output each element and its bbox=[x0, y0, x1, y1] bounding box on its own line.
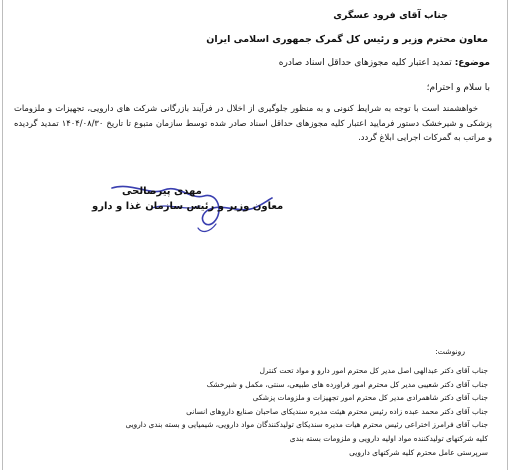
signature-title: معاون وزیر و رئیس سازمان غذا و دارو bbox=[92, 201, 284, 212]
cc-list bbox=[18, 364, 488, 459]
signature-block bbox=[92, 178, 312, 236]
page-border-right bbox=[507, 0, 508, 470]
greeting: با سلام و احترام؛ bbox=[426, 83, 490, 93]
signature-name: مهدی پیرصالحی bbox=[122, 186, 202, 197]
subject-line bbox=[279, 58, 490, 68]
cc-item: جناب آقای دکتر شاهمرادی مدیر کل محترم امور تجهیزات و ملزومات پزشکی bbox=[252, 393, 488, 403]
page-border-left bbox=[2, 0, 3, 470]
letter-body: خواهشمند است با توجه به شرایط کنونی و به منظور جلوگیری از اخلال در فرآیند بازرگانی شرکت های دارویی، تجهیزات و ملزومات پزشکی و شیرخشک دستور فرمایید اعتبار کلیه مجوزهای حداقل اسناد صادر شده توسط سازمان متبوع تا تاریخ ۱۴۰۴/۰۸/۳۰ تمدید گردیده و مراتب به گمرکات اجرایی ابلاغ گردد. bbox=[14, 103, 492, 142]
cc-item: جناب آقای دکتر محمد عبده زاده رئیس محترم هیئت مدیره سندیکای صاحبان صنایع داروهای انسانی bbox=[186, 406, 488, 416]
cc-item: کلیه شرکتهای تولیدکننده مواد اولیه دارویی و ملزومات بسته بندی bbox=[289, 433, 488, 443]
subject-label: موضوع: bbox=[454, 58, 490, 68]
cc-item: سرپرستی عامل محترم کلیه شرکتهای دارویی bbox=[349, 447, 488, 457]
recipient-name: جناب آقای فرود عسگری bbox=[333, 10, 448, 21]
recipient-title: معاون محترم وزیر و رئیس کل گمرک جمهوری اسلامی ایران bbox=[206, 34, 488, 45]
cc-item: جناب آقای دکتر شعیبی مدیر کل محترم امور فراورده های طبیعی، سنتی، مکمل و شیرخشک bbox=[206, 379, 488, 389]
subject-text: تمدید اعتبار کلیه مجوزهای حداقل اسناد صادره bbox=[278, 58, 455, 68]
cc-item: جناب آقای فرامرز اختراعی رئیس محترم هیات مدیره سندیکای تولیدکنندگان مواد دارویی، شیمیایی و بسته بندی دارویی bbox=[125, 420, 488, 430]
cc-label: رونوشت: bbox=[435, 347, 465, 356]
cc-item: جناب آقای دکتر عبدالهی اصل مدیر کل محترم امور دارو و مواد تحت کنترل bbox=[259, 366, 488, 375]
